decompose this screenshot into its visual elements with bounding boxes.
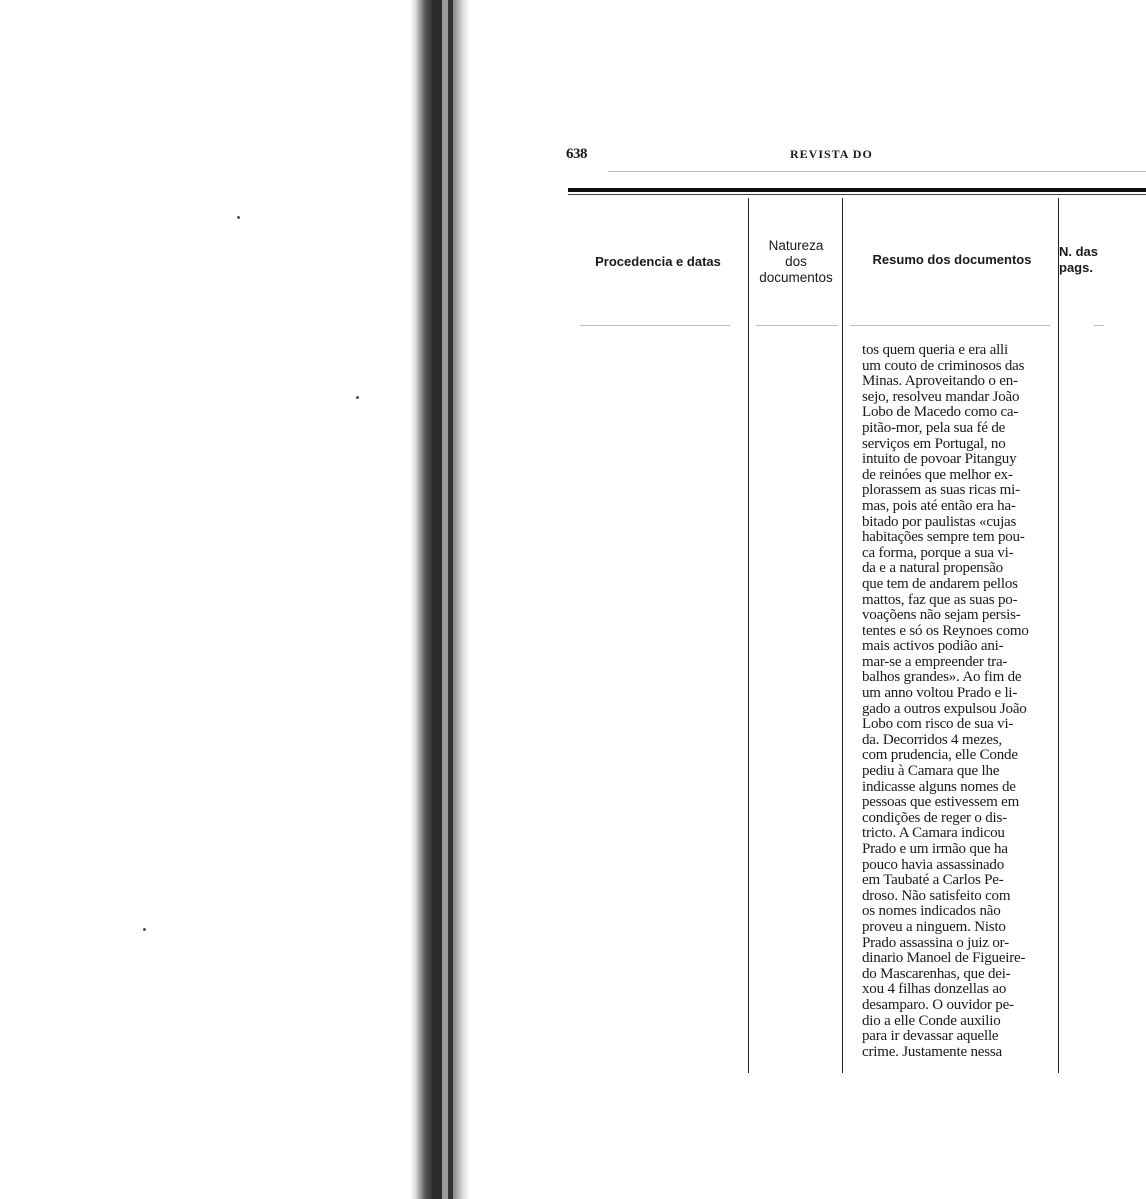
table-top-rule-thin — [568, 194, 1146, 195]
resumo-text-line: proveu a ninguem. Nisto — [862, 918, 1006, 935]
resumo-text-line: Lobo de Macedo como ca- — [862, 404, 1019, 421]
page-number: 638 — [566, 146, 587, 162]
resumo-text-line: da. Decorridos 4 mezes, — [862, 731, 1002, 748]
book-gutter-shadow — [0, 0, 470, 1199]
paper-speck — [143, 928, 146, 931]
column-header-procedencia: Procedencia e datas — [595, 254, 721, 269]
resumo-text-line: habitações sempre tem pou- — [862, 529, 1025, 546]
column-header-pags-text: N. das pags. — [1059, 244, 1099, 275]
header-bottom-rule — [850, 325, 1050, 326]
resumo-text-line: pediu à Camara que lhe — [862, 763, 1000, 780]
resumo-text-line: mais activos podião ani- — [862, 638, 1004, 655]
column-divider-resumo — [842, 198, 843, 1073]
resumo-text-line: xou 4 filhas donzellas ao — [862, 981, 1007, 998]
resumo-text-line: serviços em Portugal, no — [862, 435, 1006, 452]
resumo-text-line: mar-se a empreender tra- — [862, 653, 1008, 670]
resumo-text-line: intuito de povoar Pitanguy — [862, 451, 1017, 468]
resumo-text-line: dio a elle Conde auxilio — [862, 1012, 1001, 1029]
column-header-natureza-text: Natureza dos documentos — [759, 238, 833, 285]
resumo-text-line: mas, pois até então era ha- — [862, 497, 1016, 514]
resumo-text-line: Prado e um irmão que ha — [862, 841, 1008, 857]
resumo-text-line: tricto. A Camara indicou — [862, 825, 1005, 842]
column-header-pags — [1059, 244, 1119, 276]
paper-speck — [237, 216, 240, 219]
resumo-text-line: que tem de andarem pellos — [862, 575, 1018, 592]
resumo-text-line: um anno voltou Prado e li- — [862, 685, 1018, 702]
resumo-text-line: Prado assassina o juiz or- — [862, 934, 1009, 951]
resumo-text-line: com prudencia, elle Conde — [862, 747, 1018, 764]
resumo-text-line: dinario Manoel de Figueire- — [862, 950, 1026, 967]
resumo-text-line: um couto de criminosos das — [862, 357, 1025, 374]
resumo-text-line: da e a natural propensão — [862, 560, 1003, 577]
resumo-text-line: crime. Justamente nessa — [862, 1043, 1002, 1060]
resumo-text-line: de reinóes que melhor ex- — [862, 466, 1013, 483]
resumo-text-line: tentes e só os Reynoes como — [862, 622, 1029, 639]
header-rule — [608, 171, 1146, 172]
resumo-text-line: gado a outros expulsou João — [862, 700, 1027, 717]
resumo-text-line: em Taubaté a Carlos Pe- — [862, 872, 1004, 889]
resumo-text-line: droso. Não satisfeito com — [862, 887, 1011, 904]
resumo-text-line: do Mascarenhas, que dei- — [862, 965, 1011, 982]
resumo-text-line: bitado por paulistas «cujas — [862, 513, 1017, 530]
header-bottom-rule — [580, 325, 730, 326]
resumo-text-line: plorassem as suas ricas mi- — [862, 482, 1020, 499]
resumo-text-line: Minas. Aproveitando o en- — [862, 373, 1018, 390]
resumo-text-line: condições de reger o dis- — [862, 809, 1007, 826]
resumo-text-line: pouco havia assassinado — [862, 856, 1005, 873]
running-head: REVISTA DO — [790, 147, 873, 161]
resumo-text-line: balhos grandes». Ao fim de — [862, 669, 1022, 686]
paper-speck — [356, 396, 359, 399]
resumo-text-line: voaçõens não sejam persis- — [862, 607, 1021, 624]
column-divider-natureza — [748, 198, 749, 1073]
resumo-text-line: desamparo. O ouvidor pe- — [862, 996, 1014, 1013]
resumo-text-line: ca forma, porque a sua vi- — [862, 544, 1014, 561]
resumo-text-line: Lobo com risco de sua vi- — [862, 716, 1014, 733]
resumo-text-line: pessoas que estivessem em — [862, 794, 1020, 811]
resumo-text-line: pitão-mor, pela sua fé de — [862, 419, 1006, 436]
resumo-text-line: tos quem queria e era alli — [862, 342, 1008, 358]
resumo-text-line: os nomes indicados não — [862, 903, 1001, 920]
resumo-text-column — [862, 343, 1058, 1060]
column-divider-pags — [1058, 198, 1059, 1073]
column-header-natureza — [752, 238, 840, 286]
header-bottom-rule — [756, 325, 838, 326]
resumo-text-line: indicasse alguns nomes de — [862, 778, 1016, 795]
resumo-text-line: para ir devassar aquelle — [862, 1028, 999, 1045]
table-top-rule — [568, 188, 1146, 192]
column-header-resumo: Resumo dos documentos — [872, 252, 1032, 267]
resumo-text-line: mattos, faz que as suas po- — [862, 591, 1018, 608]
resumo-text-line: sejo, resolveu mandar João — [862, 388, 1020, 405]
header-bottom-rule — [1094, 325, 1104, 326]
